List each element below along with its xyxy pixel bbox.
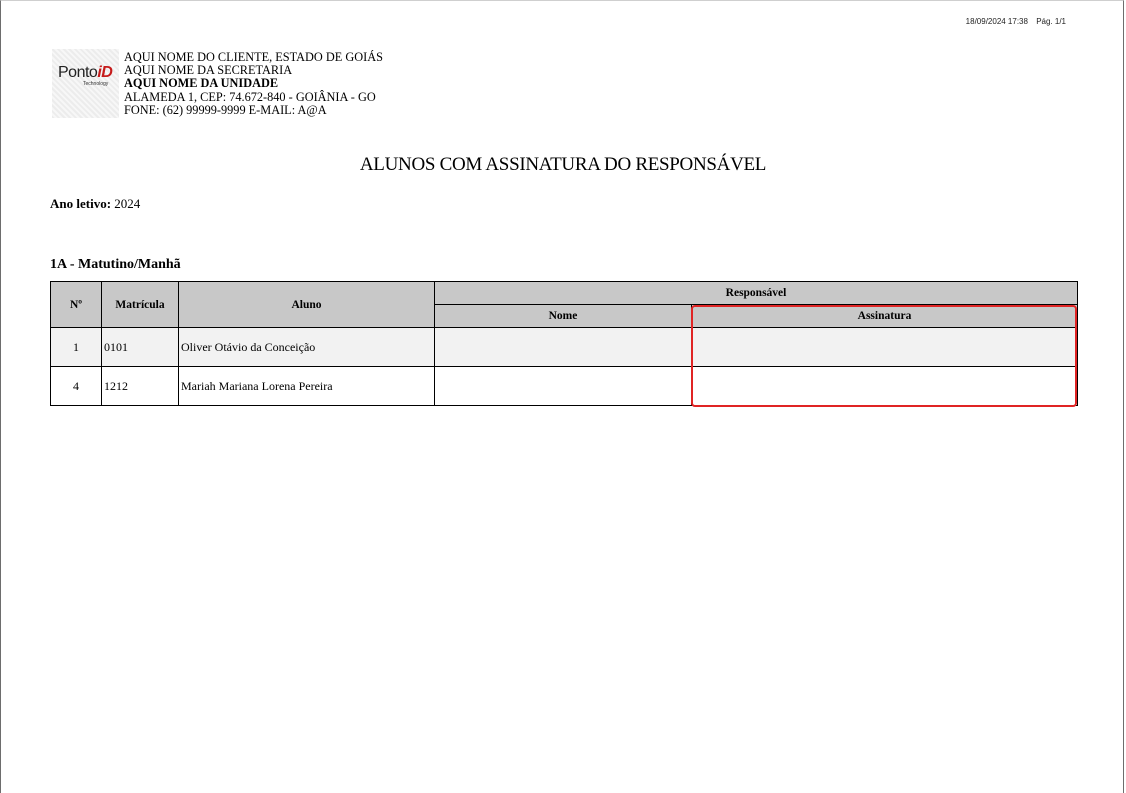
cell-enrollment: 1212	[102, 367, 179, 406]
logo-brand-accent: iD	[97, 64, 113, 81]
page-number: Pág. 1/1	[1036, 17, 1066, 26]
table-row	[51, 367, 1078, 406]
cell-guardian-name	[435, 328, 692, 367]
class-title: 1A - Matutino/Manhã	[50, 257, 181, 272]
unit-name: AQUI NOME DA UNIDADE	[124, 76, 279, 91]
cell-number: 1	[51, 328, 102, 367]
logo-wordmark	[58, 64, 112, 82]
school-year	[50, 196, 140, 212]
institution-header	[124, 51, 383, 117]
header-signature: Assinatura	[692, 305, 1078, 328]
client-name: AQUI NOME DO CLIENTE, ESTADO DE GOIÁS	[124, 50, 383, 64]
cell-enrollment: 0101	[102, 328, 179, 367]
cell-signature	[692, 367, 1078, 406]
cell-signature	[692, 328, 1078, 367]
logo-brand: Ponto	[58, 64, 98, 81]
header-guardian: Responsável	[435, 282, 1078, 305]
table-row	[51, 328, 1078, 367]
header-number: Nº	[51, 282, 102, 328]
print-datetime: 18/09/2024 17:38	[965, 17, 1028, 26]
ponto-id-logo	[52, 49, 119, 118]
header-enrollment: Matrícula	[102, 282, 179, 328]
contact-line: FONE: (62) 99999-9999 E-MAIL: A@A	[124, 102, 327, 117]
school-year-label: Ano letivo:	[50, 196, 112, 211]
students-table	[50, 281, 1078, 406]
cell-guardian-name	[435, 367, 692, 406]
school-year-value: 2024	[114, 196, 141, 211]
print-meta	[966, 17, 1066, 26]
secretary-name: AQUI NOME DA SECRETARIA	[124, 63, 293, 78]
logo-tagline: Technology	[83, 81, 109, 87]
cell-number: 4	[51, 367, 102, 406]
cell-student: Mariah Mariana Lorena Pereira	[179, 367, 435, 406]
header-student: Aluno	[179, 282, 435, 328]
cell-student: Oliver Otávio da Conceição	[179, 328, 435, 367]
header-guardian-name: Nome	[435, 305, 692, 328]
report-title: ALUNOS COM ASSINATURA DO RESPONSÁVEL	[359, 154, 767, 175]
address-line: ALAMEDA 1, CEP: 74.672-840 - GOIÂNIA - GO	[124, 89, 376, 104]
